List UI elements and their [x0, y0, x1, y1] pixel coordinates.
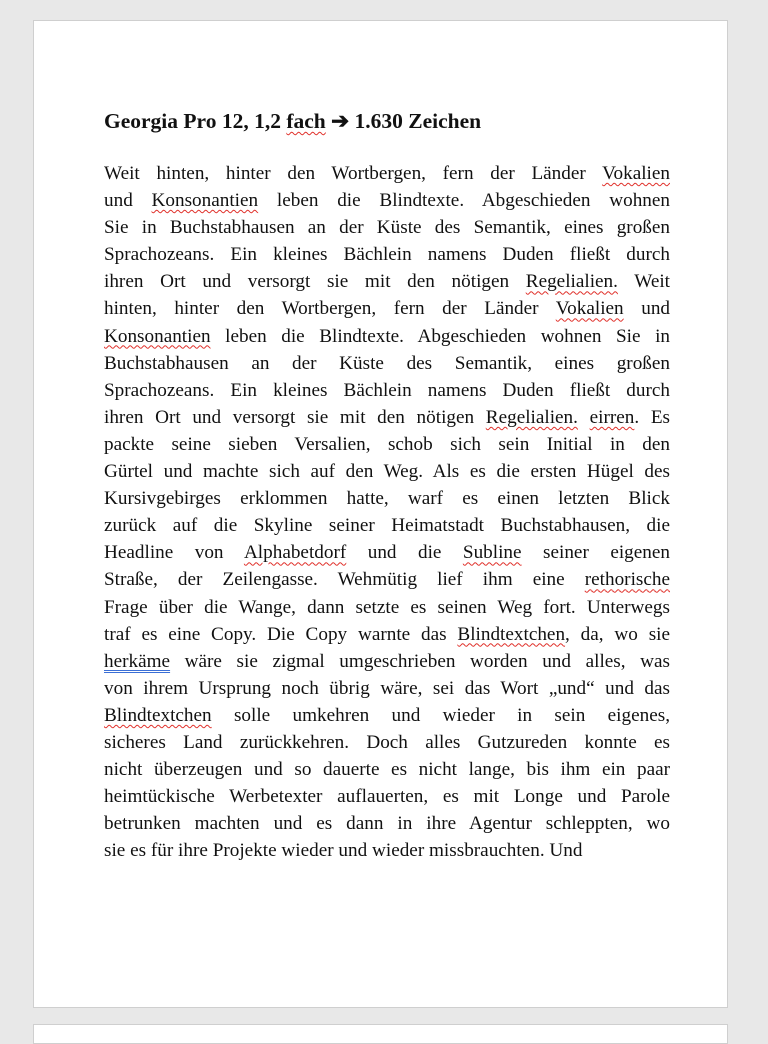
text-line	[104, 377, 670, 404]
spelling-error-word[interactable]: Blindtextchen	[104, 704, 212, 726]
text-run: Frage über die Wange, dann setzte es seinen Weg fort. Unterwegs	[104, 596, 670, 618]
text-line	[104, 295, 670, 322]
text-line	[104, 702, 670, 729]
text-run: sie es für ihre Projekte wieder und wieder missbrauchten. Und	[104, 840, 583, 862]
spelling-error-word[interactable]: Vokalien	[555, 298, 624, 320]
spelling-error-word[interactable]: rethorische	[584, 569, 670, 591]
text-run: ihren Ort und versorgt sie mit den nötigen	[104, 271, 526, 293]
text-run: nicht überzeugen und so dauerte es nicht lange, bis ihm ein paar	[104, 759, 670, 781]
arrow-glyph: ➔	[325, 109, 355, 133]
text-run: wäre sie zigmal umgeschrieben worden und alles, was	[170, 650, 670, 672]
text-line	[104, 621, 670, 648]
text-run: heimtückische Werbetexter auflauerten, es mit Longe und Parole	[104, 786, 670, 808]
text-run: und	[623, 298, 671, 320]
text-line	[104, 323, 670, 350]
text-run: Buchstabhausen an der Küste des Semantik, eines großen	[104, 352, 670, 374]
text-line	[104, 214, 670, 241]
text-run: zurück auf die Skyline seiner Heimatstadt Buchstabhausen, die	[104, 515, 670, 537]
text-run: Straße, der Zeilengasse. Wehmütig lief ihm eine	[104, 569, 585, 591]
text-line	[104, 675, 670, 702]
spelling-error-word[interactable]: Vokalien	[602, 163, 670, 184]
text-line	[104, 810, 670, 837]
text-run: und	[104, 190, 152, 212]
text-line	[104, 160, 670, 187]
text-run: sicheres Land zurückkehren. Doch alles Gutzureden konnte es	[104, 731, 670, 753]
heading-text: Georgia Pro 12, 1,2	[104, 109, 287, 133]
text-run: Headline von	[104, 542, 244, 564]
text-run: traf es eine Copy. Die Copy warnte das	[104, 623, 458, 645]
text-run: , da, wo sie	[565, 623, 671, 645]
next-page-edge	[33, 1024, 728, 1044]
text-line	[104, 404, 670, 431]
text-line	[104, 458, 670, 485]
document-heading[interactable]	[104, 107, 481, 135]
text-line	[104, 566, 670, 593]
text-run: . Es	[634, 406, 671, 428]
text-run: packte seine sieben Versalien, schob sich sein Initial in den	[104, 433, 670, 455]
text-run: Sprachozeans. Ein kleines Bächlein namens Duden fließt durch	[104, 379, 670, 401]
text-line	[104, 729, 670, 756]
text-line	[104, 756, 670, 783]
text-run: Gürtel und machte sich auf den Weg. Als es die ersten Hügel des	[104, 461, 670, 483]
spelling-error-word[interactable]: Alphabetdorf	[243, 542, 347, 564]
text-run: leben die Blindtexte. Abgeschieden wohnen Sie in	[210, 325, 670, 347]
text-line	[104, 268, 670, 295]
text-line	[104, 539, 670, 566]
spelling-error-word[interactable]: Regelialien.	[525, 271, 618, 293]
text-run: von ihrem Ursprung noch übrig wäre, sei das Wort „und“ und das	[104, 677, 670, 699]
spelling-error-word[interactable]: Blindtextchen	[457, 623, 566, 645]
text-line	[104, 241, 670, 268]
spelling-error-word[interactable]: Konsonantien	[151, 190, 259, 212]
text-line	[104, 350, 670, 377]
text-run: und die	[346, 542, 463, 564]
text-run: Sie in Buchstabhausen an der Küste des Semantik, eines großen	[104, 217, 670, 239]
text-run: betrunken machten und es dann in ihre Agentur schleppten, wo	[104, 813, 670, 835]
text-line	[104, 431, 670, 458]
document-page[interactable]	[33, 20, 728, 1008]
document-body-text[interactable]	[104, 160, 670, 864]
spelling-error-word[interactable]: Konsonantien	[104, 325, 211, 347]
text-line	[104, 187, 670, 214]
text-line	[104, 783, 670, 810]
spelling-error-word[interactable]: Regelialien.	[485, 406, 578, 428]
text-run: Kursivgebirges erklommen hatte, warf es einen letzten Blick	[104, 488, 670, 510]
text-line	[104, 594, 670, 621]
text-run	[578, 407, 590, 428]
text-run: solle umkehren und wieder in sein eigenes,	[211, 704, 670, 726]
text-line	[104, 485, 670, 512]
heading-spelling-flag[interactable]: fach	[286, 109, 326, 133]
grammar-flag-word[interactable]: herkäme	[104, 650, 171, 672]
text-run: Weit	[617, 271, 671, 293]
spelling-error-word[interactable]: eirren	[589, 406, 635, 428]
text-run: seiner eigenen	[521, 542, 670, 564]
text-run: ihren Ort und versorgt sie mit den nötigen	[104, 406, 486, 428]
text-run: Sprachozeans. Ein kleines Bächlein namens Duden fließt durch	[104, 244, 670, 266]
text-line	[104, 512, 670, 539]
text-run: hinten, hinter den Wortbergen, fern der Länder	[104, 298, 556, 320]
text-run: leben die Blindtexte. Abgeschieden wohnen	[258, 190, 671, 212]
heading-character-count: 1.630 Zeichen	[354, 109, 482, 133]
spelling-error-word[interactable]: Subline	[462, 542, 522, 564]
text-run: Weit hinten, hinter den Wortbergen, fern der Länder	[104, 163, 603, 184]
text-line	[104, 837, 670, 864]
text-line	[104, 648, 670, 675]
